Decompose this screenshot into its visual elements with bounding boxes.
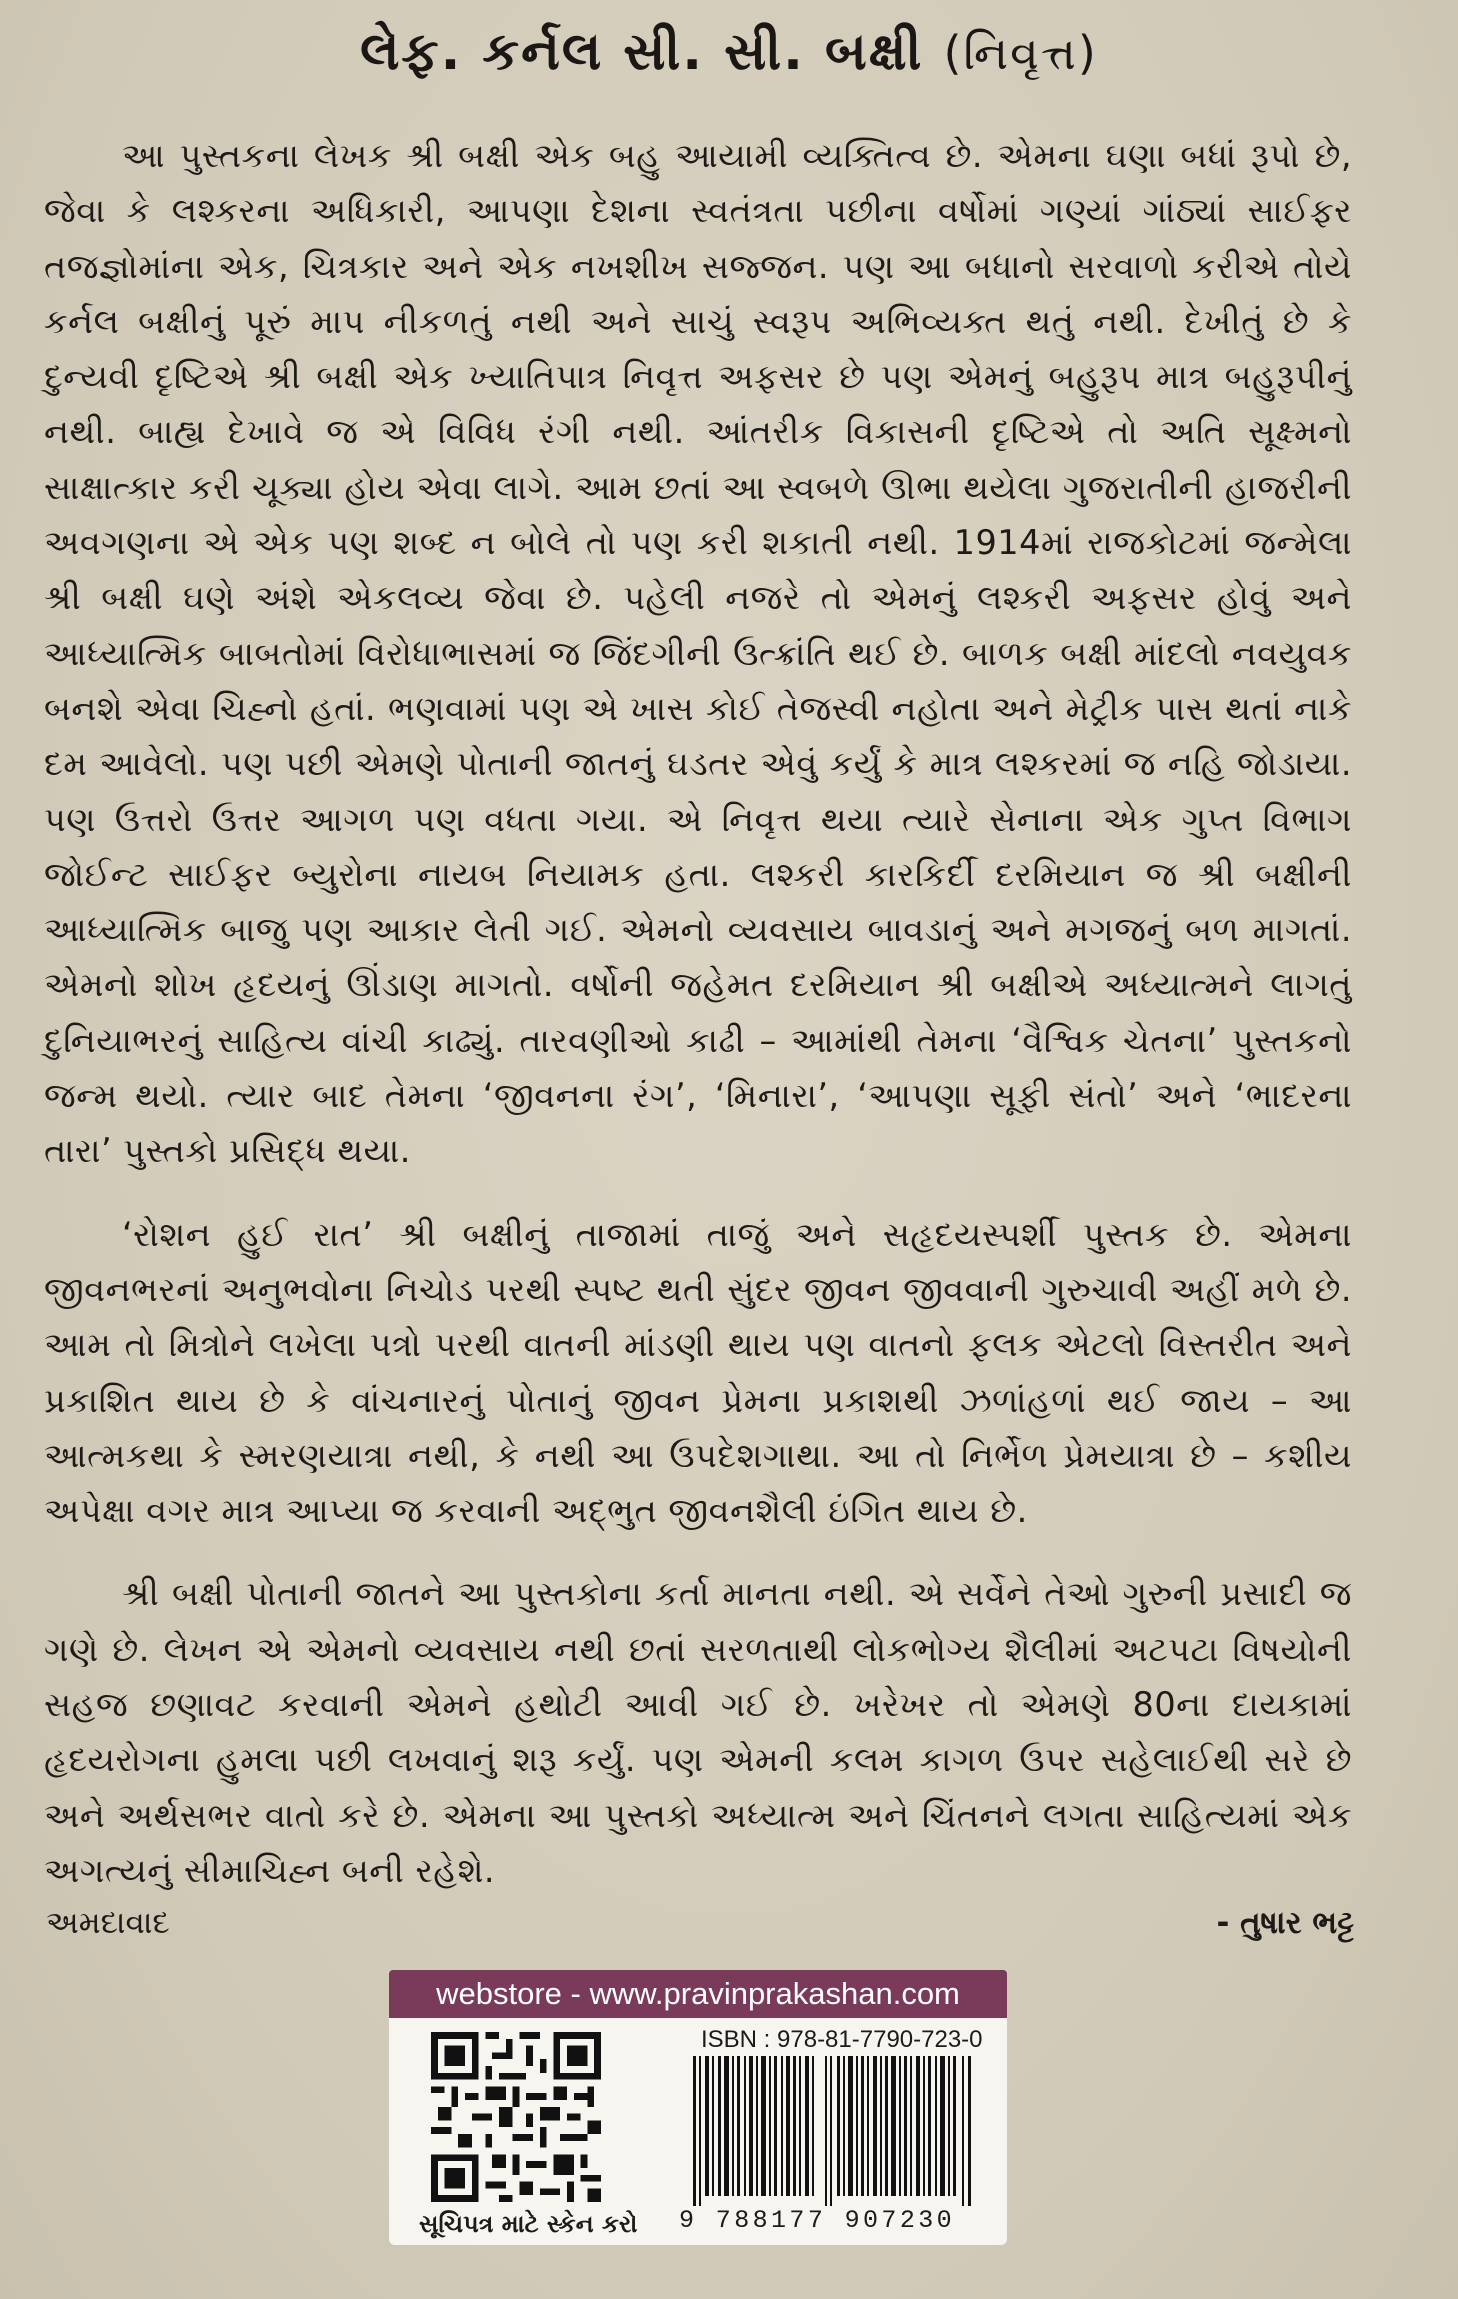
book-author-title <box>0 22 1458 83</box>
reviewer-signature: - તુષાર ભટ્ટ <box>1216 1905 1354 1941</box>
barcode-digits: 9 788177 907230 <box>679 2206 956 2235</box>
author-retired-note: (નિવૃત્ત) <box>943 26 1098 80</box>
paragraph-2: ‘રોશન હુઈ રાત’ શ્રી બક્ષીનું તાજામાં તાજું અને સહૃદયસ્પર્શી પુસ્તક છે. એમના જીવનભરનાં અનુભવોના નિચોડ પરથી સ્પષ્ટ થતી સુંદર જીવન જીવવાની ગુરુચાવી અહીં મળે છે. આમ તો મિત્રોને લખેલા પત્રો પરથી વાતની માંડણી થાય પણ વાતનો ફલક એટલો વિસ્તરીત અને પ્રકાશિત થાય છે કે વાંચનારનું પોતાનું જીવન પ્રેમના પ્રકાશથી ઝળાંહળાં થઈ જાય – આ આત્મકથા કે સ્મરણયાત્રા નથી, કે નથી આ ઉપદેશગાથા. આ તો નિર્ભેળ પ્રેમયાત્રા છે – કશીય અપેક્ષા વગર માત્ર આપ્યા જ કરવાની અદ્‌ભુત જીવનશૈલી ઇંગિત થાય છે. <box>44 1214 1352 1531</box>
blurb-body <box>44 128 1352 1926</box>
qr-caption: સૂચિપત્ર માટે સ્કેન કરો <box>419 2210 638 2238</box>
paragraph-1: આ પુસ્તકના લેખક શ્રી બક્ષી એક બહુ આયામી વ્યક્તિત્વ છે. એમના ઘણા બધાં રૂપો છે, જેવા કે લશ્કરના અધિકારી, આપણા દેશના સ્વતંત્રતા પછીના વર્ષોમાં ગણ્યાં ગાંઠ્યાં સાઈફર તજજ્ઞોમાંના એક, ચિત્રકાર અને એક નખશીખ સજ્જન. પણ આ બધાનો સરવાળો કરીએ તોયે કર્નલ બક્ષીનું પૂરું માપ નીકળતું નથી અને સાચું સ્વરૂપ અભિવ્યક્ત થતું નથી. દેખીતું છે કે દુન્યવી દૃષ્ટિએ શ્રી બક્ષી એક ખ્યાતિપાત્ર નિવૃત્ત અફસર છે પણ એમનું બહુરૂપ માત્ર બહુરૂપીનું નથી. બાહ્ય દેખાવે જ એ વિવિધ રંગી નથી. આંતરીક વિકાસની દૃષ્ટિએ તો અતિ સૂક્ષ્મનો સાક્ષાત્કાર કરી ચૂક્યા હોય એવા લાગે. આમ છતાં આ સ્વબળે ઊભા થયેલા ગુજરાતીની હાજરીની અવગણના એ એક પણ શબ્દ ન બોલે તો પણ કરી શકાતી નથી. 1914માં રાજકોટમાં જન્મેલા શ્રી બક્ષી ઘણે અંશે એકલવ્ય જેવા છે. પહેલી નજરે તો એમનું લશ્કરી અફસર હોવું અને આધ્યાત્મિક બાબતોમાં વિરોધાભાસમાં જ જિંદગીની ઉત્ક્રાંતિ થઈ છે. બાળક બક્ષી માંદલો નવયુવક બનશે એવા ચિહ્નો હતાં. ભણવામાં પણ એ ખાસ કોઈ તેજસ્વી નહોતા અને મેટ્રીક પાસ થતાં નાકે દમ આવેલો. પણ પછી એમણે પોતાની જાતનું ઘડતર એવું કર્યું કે માત્ર લશ્કરમાં જ નહિ જોડાયા. પણ ઉત્તરો ઉત્તર આગળ પણ વધતા ગયા. એ નિવૃત્ત થયા ત્યારે સેનાના એક ગુપ્ત વિભાગ જોઈન્ટ સાઈફર બ્યુરોના નાયબ નિયામક હતા. લશ્કરી કારકિર્દી દરમિયાન જ શ્રી બક્ષીની આધ્યાત્મિક બાજુ પણ આકાર લેતી ગઈ. એમનો વ્યવસાય બાવડાનું અને મગજનું બળ માગતાં. એમનો શોખ હૃદયનું ઊંડાણ માગતો. વર્ષોની જહેમત દરમિયાન શ્રી બક્ષીએ અધ્યાત્મને લાગતું દુનિયાભરનું સાહિત્ય વાંચી કાઢ્યું. તારવણીઓ કાઢી – આમાંથી તેમના ‘વૈશ્વિક ચેતના’ પુસ્તકનો જન્મ થયો. ત્યાર બાદ તેમના ‘જીવનના રંગ’, ‘મિનારા’, ‘આપણા સૂફી સંતો’ અને ‘ભાદરના તારા’ પુસ્તકો પ્રસિદ્ધ થયા. <box>44 136 1352 1171</box>
qr-code-icon[interactable] <box>431 2032 601 2202</box>
paragraph-3: શ્રી બક્ષી પોતાની જાતને આ પુસ્તકોના કર્તા માનતા નથી. એ સર્વેને તેઓ ગુરુની પ્રસાદી જ ગણે છે. લેખન એ એમનો વ્યવસાય નથી છતાં સરળતાથી લોકભોગ્ય શૈલીમાં અટપટા વિષયોની સહજ છણાવટ કરવાની એમને હથોટી આવી ગઈ છે. ખરેખર તો એમણે 80ના દાયકામાં હૃદયરોગના હુમલા પછી લખવાનું શરૂ કર્યું. પણ એમની કલમ કાગળ ઉપર સહેલાઈથી સરે છે અને અર્થસભર વાતો કરે છે. એમના આ પુસ્તકો અધ્યાત્મ અને ચિંતનને લગતા સાહિત્યમાં એક અગત્યનું સીમાચિહ્ન બની રહેશે. <box>44 1574 1352 1890</box>
webstore-banner[interactable]: webstore - www.pravinprakashan.com <box>389 1970 1007 2018</box>
isbn-label: ISBN : 978-81-7790-723-0 <box>701 2026 983 2053</box>
place-label: અમદાવાદ <box>46 1905 170 1941</box>
barcode-icon <box>689 2056 979 2206</box>
signature-row <box>44 1905 1354 1955</box>
author-name: લેફ. કર્નલ સી. સી. બક્ષી <box>360 22 924 82</box>
store-sticker <box>389 1970 1007 2245</box>
